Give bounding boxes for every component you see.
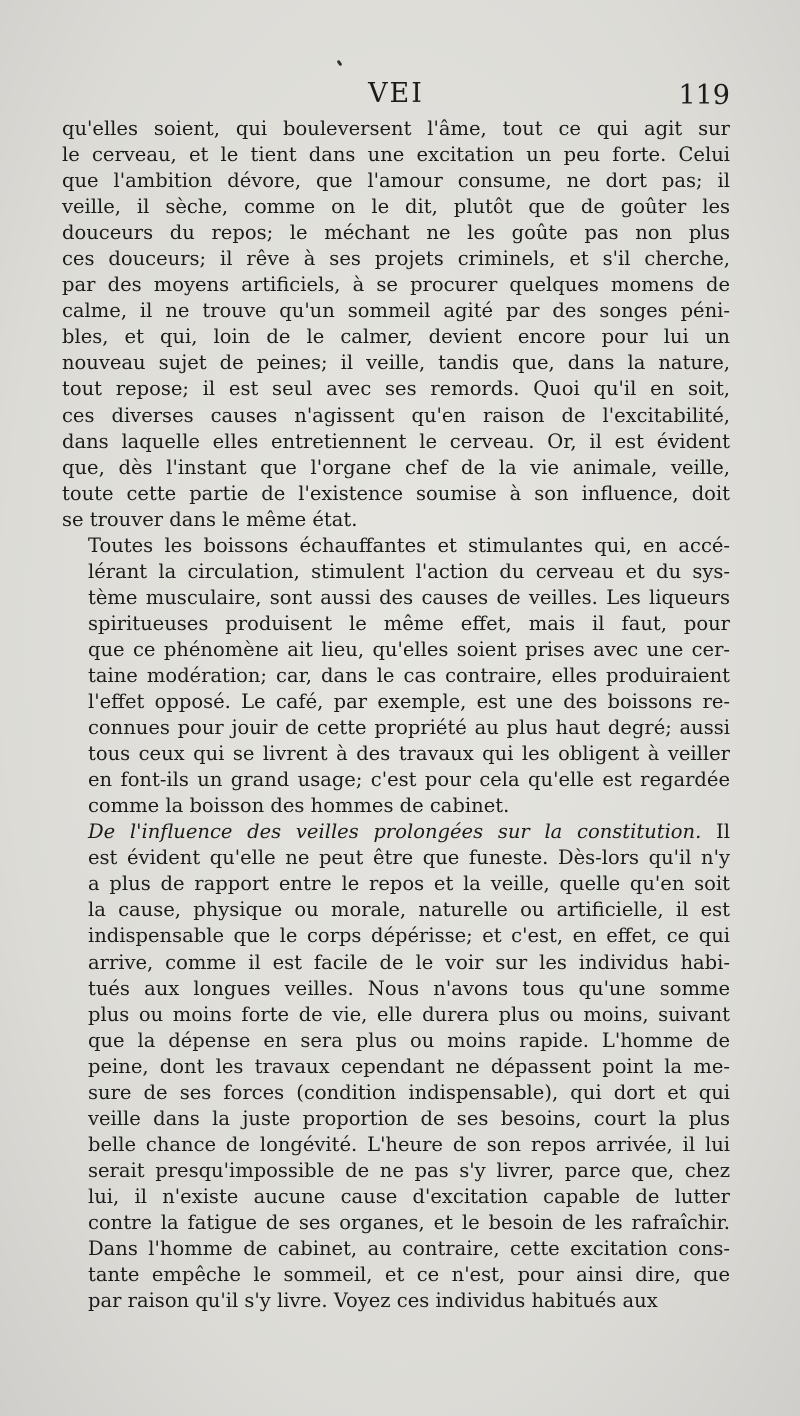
text-line: Dans l'homme de cabinet, au contraire, cette excitation cons- (88, 1237, 730, 1261)
body-text (62, 116, 730, 1314)
text-line: tème musculaire, sont aussi des causes de veilles. Les liqueurs (88, 585, 730, 609)
text-line: taine modération; car, dans le cas contraire, elles produiraient (88, 663, 730, 687)
paragraph-2 (62, 533, 730, 820)
paragraph-1 (62, 116, 730, 533)
section-heading: De l'influence des veilles prolongées sur la constitution. (88, 820, 702, 844)
text-line: Toutes les boissons échauffantes et stimulantes qui, en accé- (88, 533, 730, 557)
paragraph-3 (62, 819, 730, 1314)
text-line: calme, il ne trouve qu'un sommeil agité par des songes péni- (62, 299, 730, 323)
text-line: tante empêche le sommeil, et ce n'est, pour ainsi dire, que (88, 1263, 730, 1287)
text-line: est évident qu'elle ne peut être que funeste. Dès-lors qu'il n'y (88, 846, 730, 870)
text-line: ces diverses causes n'agissent qu'en raison de l'excitabilité, (62, 403, 730, 427)
text-line: par raison qu'il s'y livre. Voyez ces individus habitués aux (88, 1289, 658, 1313)
text-line: la cause, physique ou morale, naturelle ou artificielle, il est (88, 898, 730, 922)
text-line: lérant la circulation, stimulent l'action du cerveau et du sys- (88, 559, 730, 583)
text-line: en font-ils un grand usage; c'est pour cela qu'elle est regardée (88, 768, 730, 792)
text-line: bles, et qui, loin de le calmer, devient encore pour lui un (62, 325, 730, 349)
text-line: douceurs du repos; le méchant ne les goûte pas non plus (62, 221, 730, 245)
running-head: VEI (368, 78, 424, 109)
paragraph-3-first-line (62, 819, 730, 845)
text-line: se trouver dans le même état. (62, 507, 358, 531)
text-line: contre la fatigue de ses organes, et le besoin de les rafraîchir. (88, 1210, 730, 1234)
text-line: plus ou moins forte de vie, elle durera plus ou moins, suivant (88, 1002, 730, 1026)
text-line: veille dans la juste proportion de ses besoins, court la plus (88, 1106, 730, 1130)
text-line: ces douceurs; il rêve à ses projets criminels, et s'il cherche, (62, 247, 730, 271)
text-line: l'effet opposé. Le café, par exemple, est une des boissons re- (88, 690, 730, 714)
text-line: serait presqu'impossible de ne pas s'y livrer, parce que, chez (88, 1158, 730, 1182)
text-line: le cerveau, et le tient dans une excitation un peu forte. Celui (62, 143, 730, 167)
text-line: que la dépense en sera plus ou moins rapide. L'homme de (88, 1028, 730, 1052)
text-line: tous ceux qui se livrent à des travaux qui les obligent à veiller (88, 742, 730, 766)
text-line: comme la boisson des hommes de cabinet. (88, 794, 510, 818)
text-line: que, dès l'instant que l'organe chef de la vie animale, veille, (62, 455, 730, 479)
text-line: sure de ses forces (condition indispensable), qui dort et qui (88, 1080, 730, 1104)
text-line: spiritueuses produisent le même effet, mais il faut, pour (88, 611, 730, 635)
text-line: veille, il sèche, comme on le dit, plutôt que de goûter les (62, 195, 730, 219)
text-line: nouveau sujet de peines; il veille, tandis que, dans la nature, (62, 351, 730, 375)
text-line: dans laquelle elles entretiennent le cerveau. Or, il est évident (62, 429, 730, 453)
text-line: que l'ambition dévore, que l'amour consume, ne dort pas; il (62, 169, 730, 193)
text-line: belle chance de longévité. L'heure de son repos arrivée, il lui (88, 1132, 730, 1156)
text-line: lui, il n'existe aucune cause d'excitation capable de lutter (88, 1184, 730, 1208)
text-line: que ce phénomène ait lieu, qu'elles soient prises avec une cer- (88, 637, 730, 661)
text-line: a plus de rapport entre le repos et la veille, quelle qu'en soit (88, 872, 730, 896)
text-line: tout repose; il est seul avec ses remords. Quoi qu'il en soit, (62, 377, 730, 401)
text-line: tués aux longues veilles. Nous n'avons tous qu'une somme (88, 976, 730, 1000)
text-line: qu'elles soient, qui bouleversent l'âme, tout ce qui agit sur (62, 117, 730, 140)
text-line: connues pour jouir de cette propriété au plus haut degré; aussi (88, 716, 730, 740)
ink-speck (337, 60, 343, 67)
text-line: arrive, comme il est facile de le voir sur les individus habi- (88, 950, 730, 974)
text-line: toute cette partie de l'existence soumise à son influence, doit (62, 481, 730, 505)
page-number: 119 (678, 80, 730, 111)
page-header (62, 78, 730, 118)
text-line: indispensable que le corps dépérisse; et c'est, en effet, ce qui (88, 924, 730, 948)
heading-line-rest: Il (716, 820, 730, 844)
text-line: par des moyens artificiels, à se procurer quelques momens de (62, 273, 730, 297)
text-line: peine, dont les travaux cependant ne dépassent point la me- (88, 1054, 730, 1078)
